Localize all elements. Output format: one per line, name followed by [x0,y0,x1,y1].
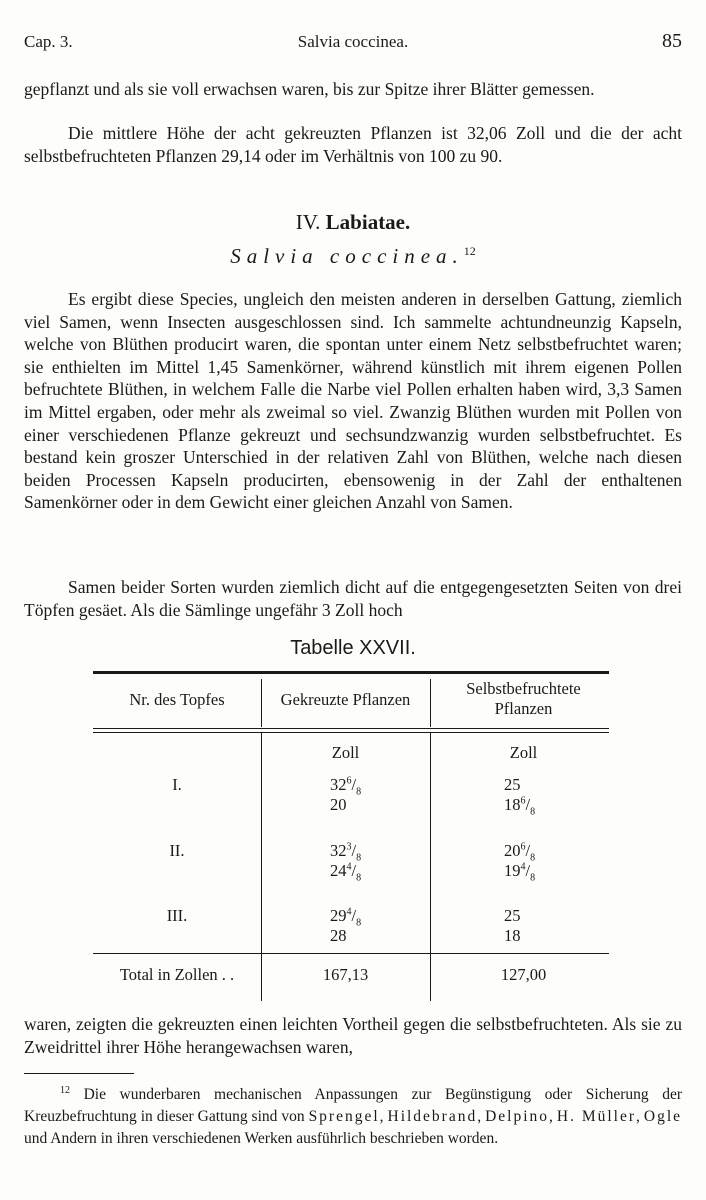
separator: , [636,1108,644,1126]
table-header-rule-2 [93,732,609,733]
section-heading [0,210,706,235]
section-number: IV. [295,210,321,234]
col-divider [430,733,431,1001]
page-number: 85 [662,30,682,52]
table-value: 25 [504,775,521,794]
table-value: 18 [504,926,521,945]
author-name: Ogle [643,1108,683,1126]
running-header [24,30,682,56]
footnote-rule [24,1073,134,1074]
table-value: 25 [504,906,521,925]
table-value: $32^3/_8$ [330,841,362,864]
footnote-reference: 12 [463,244,476,258]
pot-number: II. [169,841,185,860]
footnote [24,1080,682,1150]
paragraph-mean-height: Die mittlere Höhe der acht gekreuzten Pflanzen ist 32,06 Zoll und die der acht selbstbefruchteten Pflanzen 29,14 oder im Verhältnis von 100 zu 90. [24,123,682,166]
section-name: Labiatae. [325,210,411,234]
author-name: H. Müller [556,1108,637,1126]
pot-number: I. [172,775,182,794]
separator: , [477,1108,486,1126]
author-name: Delpino [485,1108,549,1126]
table-value: $18^6/_8$ [504,795,536,818]
separator: , [379,1108,388,1126]
pot-number: III. [166,906,188,925]
running-title: Salvia coccinea. [297,32,409,51]
paragraph-continued: gepflanzt und als sie voll erwachsen waren, bis zur Spitze ihrer Blätter gemessen. [24,79,595,99]
total-crossed: 167,13 [322,965,369,984]
table-title: Tabelle XXVII. [290,637,416,659]
footnote-text: und Andern in ihren verschiedenen Werken ausführlich beschrieben worden. [24,1130,499,1148]
col-divider [261,733,262,1001]
table-value: $32^6/_8$ [330,775,362,798]
header-crossed: Gekreuzte Pflanzen [280,690,411,709]
table-value: 28 [330,926,347,945]
total-label: Total in Zollen . . [119,965,235,984]
table-value: $24^4/_8$ [330,861,362,884]
footnote-text: Die wunderbaren mechanischen Anpassungen zur Begünstigung oder Sicherung der Kreuzbefruchtung in dieser Gattung sind von [24,1086,682,1126]
col-divider [430,679,431,727]
chapter-label: Cap. 3. [24,32,73,51]
footnote-marker: 12 [60,1085,70,1096]
table-total-rule [93,953,609,954]
table-top-rule [93,671,609,674]
paragraph-sowing: Samen beider Sorten wurden ziemlich dicht auf die entgegengesetzten Seiten von drei Töpfen gesäet. Als die Sämlinge ungefähr 3 Zoll hoch [24,577,682,620]
data-table [93,671,609,1001]
table-header-rule-1 [93,728,609,729]
table-value: $20^6/_8$ [504,841,536,864]
separator: , [549,1108,557,1126]
unit-crossed: Zoll [331,743,360,762]
species-name: Salvia coccinea. [230,244,464,268]
unit-self: Zoll [509,743,538,762]
author-name: Hildebrand [387,1108,478,1126]
paragraph-growth: waren, zeigten die gekreuzten einen leichten Vortheil gegen die selbstbefruchteten. Als sie zu Zweidrittel ihrer Höhe herangewachsen waren, [24,1014,682,1057]
author-name: Sprengel [308,1108,380,1126]
paragraph-seeds: Es ergibt diese Species, ungleich den meisten anderen in derselben Gattung, ziemlich viel Samen, wenn Insecten ausgeschlossen sind. Ich sammelte achtundneunzig Kapseln, welche von Blüthen producirt waren, die spontan unter einem Netz selbstbefruchtet waren; sie enthielten im Mittel 1,45 Samenkörner, während künstlich mit ihrem eigenen Pollen befruchtete Blüthen, in welchem Falle die Narbe viel Pollen erhalten haben wird, 3,3 Samen im Mittel ergaben, oder mehr als zweimal so viel. Zwanzig Blüthen wurden mit Pollen von einer verschiedenen Pflanze gekreuzt und sechsundzwanzig wurden selbstbefruchtet. Es bestand kein groszer Unterschied in der relativen Zahl von Blüthen, welche nach diesen beiden Processen Kapseln producirten, ebensowenig in der Zahl der enthaltenen Samenkörner oder in dem Gewicht einer gleichen Anzahl von Samen. [24,289,682,513]
header-self: Selbstbefruchtete Pflanzen [466,679,581,718]
total-self: 127,00 [500,965,547,984]
table-value: $19^4/_8$ [504,861,536,884]
species-heading [0,244,706,269]
header-pot: Nr. des Topfes [129,690,225,709]
table-value: $29^4/_8$ [330,906,362,929]
table-value: 20 [330,795,347,814]
